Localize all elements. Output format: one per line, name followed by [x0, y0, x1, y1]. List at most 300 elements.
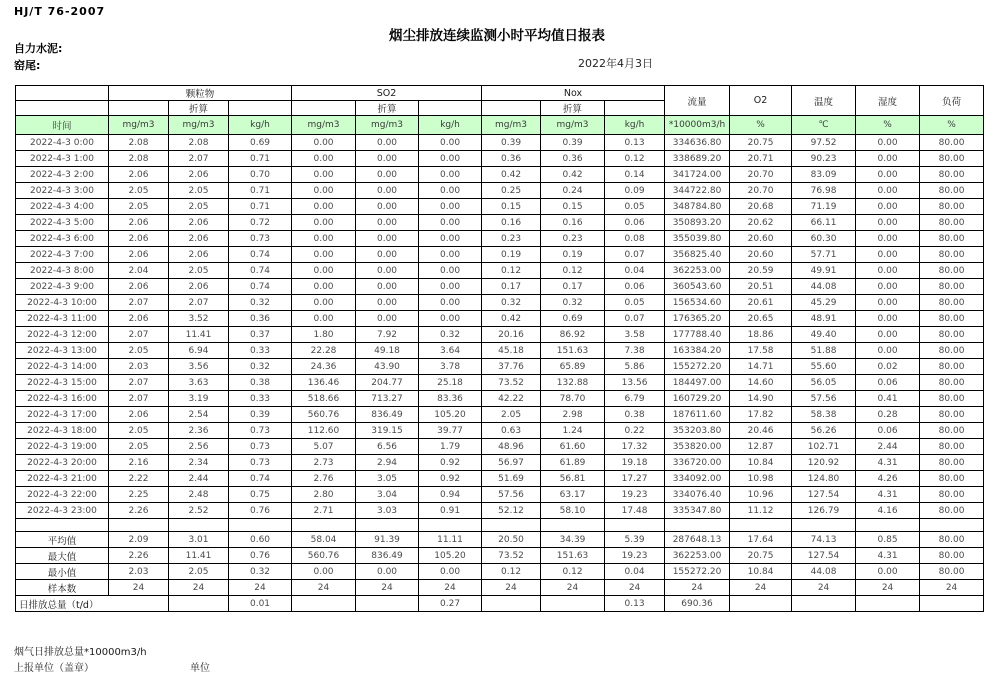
column-temperature: 温度: [792, 86, 856, 116]
daily-total-label: 日排放总量（t/d）: [16, 596, 169, 612]
unit-cell: mg/m3: [169, 116, 229, 135]
hourly-row: [16, 263, 984, 279]
value-cell: 0.00: [856, 135, 920, 151]
time-cell: 2022-4-3 12:00: [16, 327, 109, 343]
header-spacer: [16, 101, 109, 116]
value-cell: 7.38: [605, 343, 665, 359]
header-spacer: [482, 101, 541, 116]
time-cell: 2022-4-3 14:00: [16, 359, 109, 375]
value-cell: 0.75: [229, 487, 292, 503]
value-cell: 0.00: [292, 231, 356, 247]
blank-cell: [169, 519, 229, 532]
value-cell: 0.05: [605, 199, 665, 215]
value-cell: 0.07: [605, 311, 665, 327]
emissions-table: [15, 85, 984, 612]
value-cell: 17.82: [730, 407, 792, 423]
value-cell: 0.16: [482, 215, 541, 231]
hourly-row: [16, 343, 984, 359]
value-cell: 60.30: [792, 231, 856, 247]
value-cell: 49.91: [792, 263, 856, 279]
summary-value-cell: 20.50: [482, 532, 541, 548]
value-cell: 80.00: [920, 183, 984, 199]
value-cell: 11.41: [169, 327, 229, 343]
value-cell: 0.19: [541, 247, 605, 263]
blank-cell: [730, 519, 792, 532]
value-cell: 57.56: [792, 391, 856, 407]
unit-cell: mg/m3: [482, 116, 541, 135]
value-cell: 2.05: [169, 183, 229, 199]
value-cell: 20.60: [730, 231, 792, 247]
value-cell: 20.51: [730, 279, 792, 295]
value-cell: 0.73: [229, 439, 292, 455]
value-cell: 56.05: [792, 375, 856, 391]
hourly-row: [16, 279, 984, 295]
value-cell: 80.00: [920, 407, 984, 423]
summary-label: 最小值: [16, 564, 109, 580]
value-cell: 0.38: [229, 375, 292, 391]
summary-label: 平均值: [16, 532, 109, 548]
value-cell: 0.71: [229, 183, 292, 199]
value-cell: 2.06: [109, 311, 169, 327]
value-cell: 5.07: [292, 439, 356, 455]
value-cell: 0.94: [419, 487, 482, 503]
value-cell: 0.12: [605, 151, 665, 167]
value-cell: 90.23: [792, 151, 856, 167]
daily-total-value-cell: [856, 596, 920, 612]
value-cell: 518.66: [292, 391, 356, 407]
time-cell: 2022-4-3 16:00: [16, 391, 109, 407]
summary-value-cell: 20.75: [730, 548, 792, 564]
value-cell: 0.00: [856, 199, 920, 215]
column-o2: O2: [730, 86, 792, 116]
hourly-row: [16, 311, 984, 327]
value-cell: 20.75: [730, 135, 792, 151]
value-cell: 56.97: [482, 455, 541, 471]
hourly-row: [16, 247, 984, 263]
value-cell: 0.00: [419, 263, 482, 279]
value-cell: 43.90: [356, 359, 419, 375]
hourly-row: [16, 407, 984, 423]
value-cell: 713.27: [356, 391, 419, 407]
value-cell: 17.58: [730, 343, 792, 359]
value-cell: 45.18: [482, 343, 541, 359]
value-cell: 0.71: [229, 151, 292, 167]
value-cell: 356825.40: [665, 247, 730, 263]
time-cell: 2022-4-3 20:00: [16, 455, 109, 471]
value-cell: 11.12: [730, 503, 792, 519]
value-cell: 0.00: [419, 295, 482, 311]
value-cell: 14.60: [730, 375, 792, 391]
value-cell: 56.26: [792, 423, 856, 439]
summary-value-cell: 58.04: [292, 532, 356, 548]
value-cell: 0.07: [605, 247, 665, 263]
summary-value-cell: 24: [920, 580, 984, 596]
blank-cell: [605, 519, 665, 532]
daily-total-row: [16, 596, 984, 612]
reporting-unit-label: 上报单位（盖章）: [14, 663, 94, 674]
blank-cell: [482, 519, 541, 532]
blank-cell: [16, 519, 109, 532]
time-cell: 2022-4-3 3:00: [16, 183, 109, 199]
value-cell: 80.00: [920, 167, 984, 183]
value-cell: 0.00: [856, 231, 920, 247]
value-cell: 0.23: [482, 231, 541, 247]
value-cell: 56.81: [541, 471, 605, 487]
value-cell: 80.00: [920, 471, 984, 487]
company-label: 自力水泥:: [14, 42, 63, 55]
value-cell: 2.44: [169, 471, 229, 487]
summary-value-cell: 362253.00: [665, 548, 730, 564]
value-cell: 80.00: [920, 135, 984, 151]
value-cell: 0.00: [356, 151, 419, 167]
value-cell: 0.17: [482, 279, 541, 295]
value-cell: 14.71: [730, 359, 792, 375]
value-cell: 0.41: [856, 391, 920, 407]
value-cell: 187611.60: [665, 407, 730, 423]
column-group-pm: 颗粒物: [109, 86, 292, 101]
summary-value-cell: 11.11: [419, 532, 482, 548]
value-cell: 0.00: [419, 151, 482, 167]
value-cell: 2.06: [109, 247, 169, 263]
summary-value-cell: 24: [169, 580, 229, 596]
value-cell: 42.22: [482, 391, 541, 407]
value-cell: 0.91: [419, 503, 482, 519]
hourly-row: [16, 439, 984, 455]
time-cell: 2022-4-3 4:00: [16, 199, 109, 215]
value-cell: 20.71: [730, 151, 792, 167]
blank-row: [16, 519, 984, 532]
summary-value-cell: 0.00: [292, 564, 356, 580]
value-cell: 57.56: [482, 487, 541, 503]
value-cell: 0.39: [541, 135, 605, 151]
value-cell: 80.00: [920, 391, 984, 407]
value-cell: 0.00: [419, 311, 482, 327]
value-cell: 0.00: [292, 279, 356, 295]
value-cell: 2.52: [169, 503, 229, 519]
value-cell: 126.79: [792, 503, 856, 519]
hourly-row: [16, 151, 984, 167]
value-cell: 0.16: [541, 215, 605, 231]
time-cell: 2022-4-3 19:00: [16, 439, 109, 455]
value-cell: 0.15: [482, 199, 541, 215]
value-cell: 1.80: [292, 327, 356, 343]
value-cell: 2.07: [109, 391, 169, 407]
daily-total-value-cell: [482, 596, 541, 612]
value-cell: 0.04: [605, 263, 665, 279]
value-cell: 80.00: [920, 455, 984, 471]
value-cell: 120.92: [792, 455, 856, 471]
value-cell: 0.14: [605, 167, 665, 183]
daily-total-value-cell: [730, 596, 792, 612]
summary-value-cell: 287648.13: [665, 532, 730, 548]
unit-cell: mg/m3: [541, 116, 605, 135]
value-cell: 836.49: [356, 407, 419, 423]
value-cell: 0.00: [356, 231, 419, 247]
value-cell: 80.00: [920, 215, 984, 231]
value-cell: 124.80: [792, 471, 856, 487]
value-cell: 350893.20: [665, 215, 730, 231]
summary-value-cell: 24: [419, 580, 482, 596]
value-cell: 48.91: [792, 311, 856, 327]
report-title: 烟尘排放连续监测小时平均值日报表: [389, 28, 605, 44]
value-cell: 105.20: [419, 407, 482, 423]
value-cell: 0.19: [482, 247, 541, 263]
value-cell: 80.00: [920, 151, 984, 167]
value-cell: 151.63: [541, 343, 605, 359]
value-cell: 0.00: [356, 311, 419, 327]
value-cell: 0.00: [856, 263, 920, 279]
value-cell: 0.00: [356, 135, 419, 151]
summary-value-cell: 34.39: [541, 532, 605, 548]
summary-value-cell: 24: [482, 580, 541, 596]
value-cell: 0.00: [356, 167, 419, 183]
summary-value-cell: 19.23: [605, 548, 665, 564]
value-cell: 132.88: [541, 375, 605, 391]
hourly-row: [16, 295, 984, 311]
value-cell: 335347.80: [665, 503, 730, 519]
daily-total-value-cell: 0.27: [419, 596, 482, 612]
value-cell: 338689.20: [665, 151, 730, 167]
time-cell: 2022-4-3 5:00: [16, 215, 109, 231]
summary-value-cell: 80.00: [920, 548, 984, 564]
unit-cell: mg/m3: [292, 116, 356, 135]
value-cell: 3.63: [169, 375, 229, 391]
value-cell: 80.00: [920, 375, 984, 391]
value-cell: 61.89: [541, 455, 605, 471]
value-cell: 4.16: [856, 503, 920, 519]
value-cell: 0.06: [605, 215, 665, 231]
time-cell: 2022-4-3 8:00: [16, 263, 109, 279]
value-cell: 0.00: [356, 215, 419, 231]
value-cell: 3.56: [169, 359, 229, 375]
hourly-row: [16, 471, 984, 487]
value-cell: 348784.80: [665, 199, 730, 215]
value-cell: 0.00: [856, 343, 920, 359]
column-load: 负荷: [920, 86, 984, 116]
value-cell: 2.05: [109, 199, 169, 215]
value-cell: 6.56: [356, 439, 419, 455]
value-cell: 160729.20: [665, 391, 730, 407]
value-cell: 83.36: [419, 391, 482, 407]
value-cell: 0.39: [482, 135, 541, 151]
blank-cell: [541, 519, 605, 532]
value-cell: 0.28: [856, 407, 920, 423]
value-cell: 80.00: [920, 423, 984, 439]
value-cell: 25.18: [419, 375, 482, 391]
column-time: 时间: [16, 116, 109, 135]
summary-value-cell: 24: [665, 580, 730, 596]
value-cell: 78.70: [541, 391, 605, 407]
hourly-row: [16, 167, 984, 183]
value-cell: 2.73: [292, 455, 356, 471]
header-spacer: [419, 101, 482, 116]
value-cell: 22.28: [292, 343, 356, 359]
summary-label: 最大值: [16, 548, 109, 564]
time-cell: 2022-4-3 18:00: [16, 423, 109, 439]
value-cell: 48.96: [482, 439, 541, 455]
value-cell: 0.39: [229, 407, 292, 423]
value-cell: 2.56: [169, 439, 229, 455]
unit-label: 单位: [190, 663, 210, 674]
value-cell: 2.54: [169, 407, 229, 423]
blank-cell: [292, 519, 356, 532]
time-cell: 2022-4-3 10:00: [16, 295, 109, 311]
value-cell: 0.33: [229, 391, 292, 407]
unit-cell: mg/m3: [356, 116, 419, 135]
value-cell: 37.76: [482, 359, 541, 375]
value-cell: 0.00: [419, 183, 482, 199]
value-cell: 2.05: [109, 423, 169, 439]
value-cell: 2.22: [109, 471, 169, 487]
value-cell: 0.00: [856, 311, 920, 327]
value-cell: 2.06: [169, 279, 229, 295]
hourly-row: [16, 359, 984, 375]
column-pm-converted: 折算: [169, 101, 229, 116]
value-cell: 4.31: [856, 455, 920, 471]
value-cell: 6.94: [169, 343, 229, 359]
value-cell: 2.71: [292, 503, 356, 519]
hourly-row: [16, 215, 984, 231]
units-row: [16, 116, 984, 135]
value-cell: 17.27: [605, 471, 665, 487]
value-cell: 17.32: [605, 439, 665, 455]
value-cell: 80.00: [920, 311, 984, 327]
value-cell: 0.32: [541, 295, 605, 311]
value-cell: 0.00: [356, 263, 419, 279]
summary-row: [16, 564, 984, 580]
blank-cell: [920, 519, 984, 532]
value-cell: 0.00: [356, 199, 419, 215]
value-cell: 20.46: [730, 423, 792, 439]
value-cell: 4.26: [856, 471, 920, 487]
value-cell: 0.00: [356, 183, 419, 199]
value-cell: 5.86: [605, 359, 665, 375]
daily-total-value-cell: 0.13: [605, 596, 665, 612]
value-cell: 2.05: [109, 183, 169, 199]
value-cell: 18.86: [730, 327, 792, 343]
blank-cell: [356, 519, 419, 532]
value-cell: 2.07: [109, 375, 169, 391]
value-cell: 20.60: [730, 247, 792, 263]
summary-row: [16, 548, 984, 564]
value-cell: 80.00: [920, 231, 984, 247]
time-cell: 2022-4-3 15:00: [16, 375, 109, 391]
time-cell: 2022-4-3 21:00: [16, 471, 109, 487]
value-cell: 0.02: [856, 359, 920, 375]
value-cell: 3.03: [356, 503, 419, 519]
hourly-row: [16, 487, 984, 503]
value-cell: 2.16: [109, 455, 169, 471]
value-cell: 20.70: [730, 183, 792, 199]
value-cell: 2.06: [109, 231, 169, 247]
value-cell: 0.00: [419, 199, 482, 215]
value-cell: 0.69: [541, 311, 605, 327]
value-cell: 1.79: [419, 439, 482, 455]
summary-value-cell: 151.63: [541, 548, 605, 564]
value-cell: 0.32: [482, 295, 541, 311]
hourly-row: [16, 423, 984, 439]
summary-value-cell: 44.08: [792, 564, 856, 580]
value-cell: 10.84: [730, 455, 792, 471]
value-cell: 73.52: [482, 375, 541, 391]
hourly-row: [16, 327, 984, 343]
hourly-row: [16, 231, 984, 247]
column-so2-converted: 折算: [356, 101, 419, 116]
summary-value-cell: 836.49: [356, 548, 419, 564]
value-cell: 52.12: [482, 503, 541, 519]
time-cell: 2022-4-3 0:00: [16, 135, 109, 151]
unit-cell: *10000m3/h: [665, 116, 730, 135]
summary-value-cell: 2.05: [169, 564, 229, 580]
value-cell: 156534.60: [665, 295, 730, 311]
summary-value-cell: 0.76: [229, 548, 292, 564]
value-cell: 2.76: [292, 471, 356, 487]
summary-row: [16, 532, 984, 548]
value-cell: 0.70: [229, 167, 292, 183]
value-cell: 2.06: [109, 215, 169, 231]
daily-total-value-cell: [541, 596, 605, 612]
value-cell: 2.05: [109, 343, 169, 359]
table-body: [16, 135, 984, 612]
value-cell: 2.44: [856, 439, 920, 455]
time-cell: 2022-4-3 1:00: [16, 151, 109, 167]
value-cell: 0.23: [541, 231, 605, 247]
summary-value-cell: 24: [605, 580, 665, 596]
value-cell: 80.00: [920, 295, 984, 311]
value-cell: 2.08: [169, 135, 229, 151]
summary-value-cell: 24: [356, 580, 419, 596]
hourly-row: [16, 375, 984, 391]
value-cell: 2.07: [169, 295, 229, 311]
value-cell: 20.65: [730, 311, 792, 327]
value-cell: 63.17: [541, 487, 605, 503]
unit-cell: mg/m3: [109, 116, 169, 135]
value-cell: 0.00: [356, 295, 419, 311]
time-cell: 2022-4-3 7:00: [16, 247, 109, 263]
value-cell: 61.60: [541, 439, 605, 455]
value-cell: 0.42: [482, 311, 541, 327]
value-cell: 2.07: [109, 295, 169, 311]
summary-value-cell: 80.00: [920, 564, 984, 580]
value-cell: 10.96: [730, 487, 792, 503]
value-cell: 0.42: [541, 167, 605, 183]
value-cell: 80.00: [920, 343, 984, 359]
value-cell: 0.06: [856, 375, 920, 391]
value-cell: 0.32: [229, 295, 292, 311]
time-cell: 2022-4-3 13:00: [16, 343, 109, 359]
value-cell: 0.36: [541, 151, 605, 167]
value-cell: 0.05: [605, 295, 665, 311]
blank-cell: [109, 519, 169, 532]
value-cell: 2.05: [169, 199, 229, 215]
time-cell: 2022-4-3 22:00: [16, 487, 109, 503]
summary-value-cell: 10.84: [730, 564, 792, 580]
flue-gas-total-note: 烟气日排放总量*10000m3/h: [14, 647, 147, 658]
value-cell: 3.52: [169, 311, 229, 327]
value-cell: 0.00: [856, 295, 920, 311]
value-cell: 2.06: [169, 215, 229, 231]
header-spacer: [16, 86, 109, 101]
value-cell: 2.05: [109, 439, 169, 455]
column-humidity: 湿度: [856, 86, 920, 116]
value-cell: 71.19: [792, 199, 856, 215]
value-cell: 341724.00: [665, 167, 730, 183]
blank-cell: [419, 519, 482, 532]
value-cell: 0.17: [541, 279, 605, 295]
summary-value-cell: 127.54: [792, 548, 856, 564]
summary-value-cell: 0.04: [605, 564, 665, 580]
value-cell: 0.74: [229, 471, 292, 487]
